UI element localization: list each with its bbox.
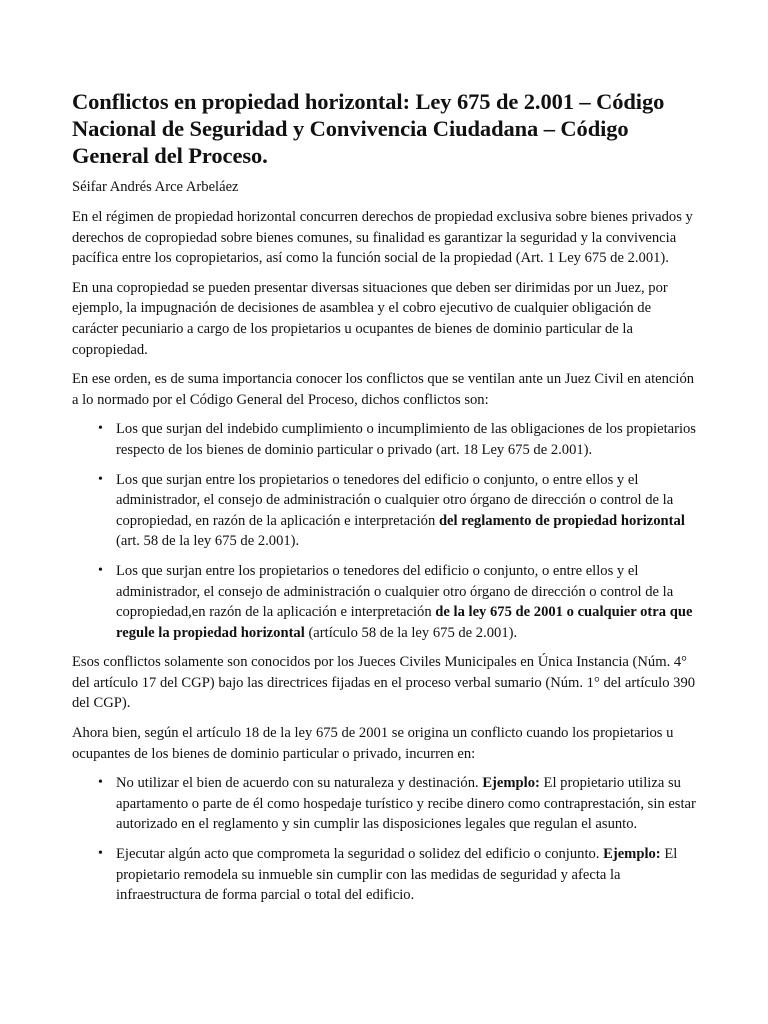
list-item-text: Los que surjan entre los propietarios o tenedores del edificio o conjunto, o entre ellos y el administrador, el consejo de administración o cualquier otro órgano de dirección o control de la copropiedad,en razón de la aplicación e interpretación	[116, 562, 674, 621]
author-name: Séifar Andrés Arce Arbeláez	[72, 179, 239, 195]
paragraph-jueces: Esos conflictos solamente son conocidos por los Jueces Civiles Municipales en Única Instancia (Núm. 4° del artículo 17 del CGP) bajo las directrices fijadas en el proceso verbal sumario (Núm. 1° del artículo 390 del CGP).	[72, 654, 696, 712]
paragraph-copropiedad: En una copropiedad se pueden presentar diversas situaciones que deben ser dirimidas por un Juez, por ejemplo, la impugnación de decisiones de asamblea y el cobro ejecutivo de cualquier obligación de carácter pecuniario a cargo de los propietarios u ocupantes de bienes de dominio particular de la copropiedad.	[72, 279, 668, 358]
conflicts-list	[72, 419, 696, 643]
paragraph-conflictos: En ese orden, es de suma importancia conocer los conflictos que se ventilan ante un Juez Civil en atención a lo normado por el Código General del Proceso, dichos conflictos son:	[72, 371, 695, 408]
paragraph-articulo-18: Ahora bien, según el artículo 18 de la ley 675 de 2001 se origina un conflicto cuando los propietarios u ocupantes de los bienes de dominio particular o privado, incurren en:	[72, 725, 674, 762]
list-item-example-2	[72, 844, 696, 906]
bullet-icon: •	[98, 846, 103, 862]
examples-list	[72, 773, 696, 906]
list-item-conflict-1	[72, 419, 696, 460]
list-item-conflict-2	[72, 470, 696, 552]
bullet-icon: •	[98, 421, 103, 437]
bullet-icon: •	[98, 775, 103, 791]
bullet-icon: •	[98, 471, 103, 487]
list-item-bold-text: de la ley 675 de 2001 o cualquier otra que regule la propiedad horizontal	[116, 604, 693, 641]
list-item-text-end: (art. 58 de la ley 675 de 2.001).	[116, 533, 300, 550]
list-item-text-end: (artículo 58 de la ley 675 de 2.001).	[304, 624, 518, 641]
list-item-text: Los que surjan del indebido cumplimiento o incumplimiento de las obligaciones de los propietarios respecto de los bienes de dominio particular o privado (art. 18 Ley 675 de 2.001).	[116, 421, 696, 458]
list-item-text: No utilizar el bien de acuerdo con su naturaleza y destinación.	[116, 775, 483, 792]
bullet-icon: •	[98, 562, 103, 578]
paragraph-intro: En el régimen de propiedad horizontal concurren derechos de propiedad exclusiva sobre bienes privados y derechos de copropiedad sobre bienes comunes, su finalidad es garantizar la seguridad y la convivencia pacífica entre los copropietarios, así como la función social de la propiedad (Art. 1 Ley 675 de 2.001).	[72, 209, 693, 267]
list-item-conflict-3	[72, 561, 696, 643]
list-item-example-1	[72, 773, 696, 835]
example-label: Ejemplo:	[482, 775, 540, 792]
list-item-text: Los que surjan entre los propietarios o tenedores del edificio o conjunto, o entre ellos y el administrador, el consejo de administración o cualquier otro órgano de dirección o control de la copropiedad, en razón de la aplicación e interpretación	[116, 471, 674, 529]
list-item-text-end: El propietario remodela su inmueble sin cumplir con las medidas de seguridad y afecta la infraestructura de forma parcial o total del edificio.	[116, 846, 678, 904]
list-item-text: Ejecutar algún acto que comprometa la seguridad o solidez del edificio o conjunto.	[116, 846, 604, 863]
list-item-bold-text: del reglamento de propiedad horizontal	[438, 512, 685, 529]
list-item-text-end: El propietario utiliza su apartamento o parte de él como hospedaje turístico y recibe dinero como contraprestación, sin estar autorizado en el reglamento y sin cumplir las disposiciones legales que regulan el asunto.	[116, 775, 696, 833]
document-title: Conflictos en propiedad horizontal: Ley 675 de 2.001 – Código Nacional de Seguridad y Convivencia Ciudadana – Código General del Proceso.	[72, 89, 665, 168]
example-label: Ejemplo:	[603, 846, 661, 863]
